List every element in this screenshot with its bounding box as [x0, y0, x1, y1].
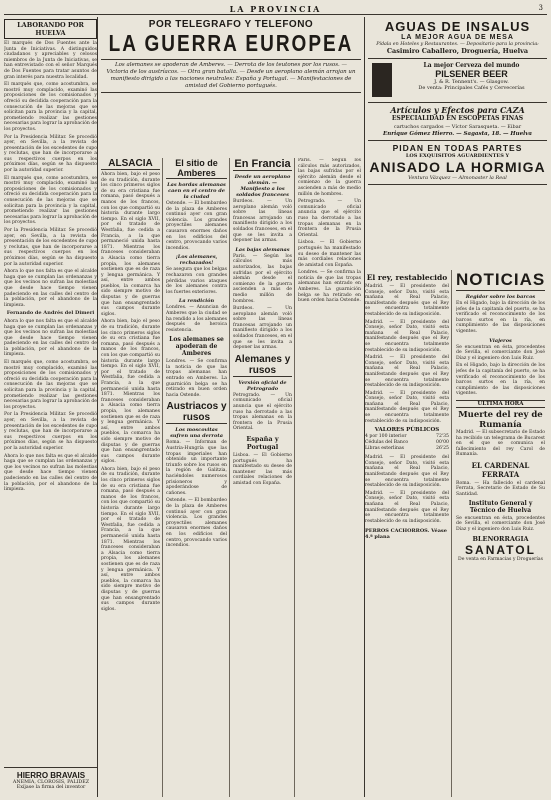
pilsener-line-2: PILSENER BEER	[435, 69, 508, 79]
insalus-ad	[368, 17, 547, 59]
ferrata-heading: EL CARDENAL FERRATA	[471, 460, 530, 479]
caza-line-4: Enrique Gómez Hierro. — Sagasta, 18. — Huelva	[383, 131, 532, 137]
caza-ad	[368, 103, 547, 141]
francia-column	[233, 158, 295, 797]
francia-kicker-2: Las bajas alemanas	[235, 246, 290, 253]
war-lead: Los alemanes se apoderan de Amberes. — Derrota de los teutones por los rusos. — Victoria de los austríacos. — Otra gran batalla. — Desde un aeroplano alemán arrojan un manifiesto dirigido a las naciones neutrales: España y Portugal. — Manifestaciones de amistad del Gobierno portugués.	[101, 59, 361, 93]
amberes-sub-body: Londres. — Se confirma la noticia de que las tropas alemanas han entrado en Amberes. La guarnición belga se ha retirado en buen orden hacia Ostende.	[166, 359, 227, 398]
noticias-kicker-1: Regidor sobre los barcos	[465, 294, 536, 300]
francia-body-1b: Burdeos. — Un aeroplano alemán voló sobre las líneas francesas arrojando un manifiesto dirigido a los soldados franceses, en el que se les invita a deponer las armas.	[233, 306, 292, 351]
hormiga-line-3: ANISADO LA HORMIGA	[369, 159, 546, 175]
espana-body-b: Lisboa. — El Gobierno portugués ha manifestado su deseo de mantener las más cordiales relaciones de amistad con España.	[298, 240, 361, 268]
alemanes-kicker: Versión oficial de Petrogrado	[238, 379, 287, 392]
left-body-2b: Por la Presidencia Militar. Se procedió ayer, en Sevilla, a la revista de presentación de los excedentes de cupo y reclutas, que han de incorporarse a sus respectivos cuerpos en los próximos días, según se ha dispuesto por la autoridad superior.	[4, 228, 97, 267]
noticias-body-2: Se encuentran en ésta, procedentes de Sevilla, el comerciante don José Díaz y el ingeniero don Luis Ruiz.	[456, 344, 545, 361]
amberes-column	[166, 158, 230, 797]
war-header: LA GUERRA EUROPEA	[108, 31, 354, 57]
left-body	[4, 41, 97, 493]
alemanes-title: Alemanes y rusos	[234, 353, 291, 376]
amberes-kicker-1: Las hordas alemanas caen en el centro de la ciudad	[167, 182, 226, 200]
amberes-kicker-2: ¡Los alemanes, rechazados!	[175, 254, 218, 267]
page-number: 3	[538, 4, 543, 12]
alsacia-body-2: Ahora bien, bajo el peso de su tradición, durante los cinco primeros siglos de su era cristiana fue romana, pasó después a manos de los francos, con los que compartió su historia durante largo tiempo. En el siglo XVII, por el tratado de Westfalia, fue cedida a Francia, a la que permaneció unida hasta 1871. Mientras los franceses consideraban a Alsacia como tierra propia, los alemanes sostienen que es de raza y lengua germánica. Y así, entre ambos pueblos, la comarca ha sido siempre motivo de disputas y de guerras que han ensangrentado sus campos durante siglos.	[101, 319, 160, 465]
alsacia-body: Ahora bien, bajo el peso de su tradición, durante los cinco primeros siglos de su era cristiana fue romana, pasó después a manos de los francos, con los que compartió su historia durante largo tiempo. En el siglo XVII, por el tratado de Westfalia, fue cedida a Francia, a la que permaneció unida hasta 1871. Mientras los franceses consideraban a Alsacia como tierra propia, los alemanes sostienen que es de raza y lengua germánica. Y así, entre ambos pueblos, la comarca ha sido siempre motivo de disputas y de guerras que han ensangrentado sus campos durante siglos.	[101, 172, 160, 317]
amberes-kicker-3: La rendición	[178, 298, 215, 305]
alsacia-title: ALSACIA	[101, 158, 160, 170]
restablecido-body-2: Madrid. — El presidente del Consejo, señor Dato, visitó esta mañana el Real Palacio, manifestando después que el Rey se encuentra totalmente restablecido de su indisposición.	[365, 319, 449, 353]
valores-label: 4 por 100 interior	[365, 434, 407, 440]
muerte-body: Madrid. — El subsecretario de Estado ha recibido un telegrama de Bucarest en el que se comunica el fallecimiento del rey Carol de Rumanía.	[456, 429, 545, 458]
insalus-subtitle: LA MEJOR AGUA DE MESA	[401, 34, 514, 41]
austriacos-kicker: Los moscovitas sufren una derrota	[170, 427, 223, 440]
telegraph-header: POR TELEGRAFO Y TELEFONO	[148, 19, 314, 30]
valores-label: Libras esterlinas	[365, 446, 405, 452]
hormiga-line-2: LOS EXQUISITOS AGUARDIENTES Y	[405, 153, 510, 159]
blenorragia-heading: BLENORRAGIA	[472, 535, 529, 544]
muerte-heading: Muerte del rey de Rumanía	[458, 409, 543, 430]
left-body-1: El marqués que, como acostumbra, se mostró muy complacido, examinó las proposiciones de los comisionados y ofreció su decidida cooperación para la consecución de las mejoras que se solicitan para la provincia y la capital, prometiendo realizar las gestiones necesarias para lograr la aprobación de los proyectos.	[4, 82, 98, 132]
restablecido-body-6: Madrid. — El presidente del Consejo, señor Dato, visitó esta mañana el Real Palacio, manifestando después que el Rey se encuentra totalmente restablecido de su indisposición.	[365, 490, 449, 524]
right-subcolumn-a	[365, 270, 452, 797]
hormiga-line-1: PIDAN EN TODAS PARTES	[392, 143, 523, 153]
amberes-sub-title: Los alemanes se apoderan de Amberes	[169, 336, 224, 358]
left-body-3b: Ahora lo que nos falta es que el alcalde haga que se cumplan las ordenanzas y que los vecinos no sufran las molestias que desde hace tiempo vienen padeciendo en las calles del centro de la población, por el abandono de la limpieza.	[4, 318, 97, 358]
amberes-title: El sitio de Amberes	[166, 158, 227, 179]
francia-kicker-1: Desde un aeroplano alemán. — Manifiesto a los soldados franceses	[234, 174, 291, 198]
right-column	[364, 17, 547, 797]
hormiga-ad	[368, 141, 547, 185]
francia-body-2: París. — Según los cálculos más autorizados, las bajas sufridas por el ejército alemán desde el comienzo de la guerra ascienden a más de medio millón de hombres.	[233, 253, 292, 304]
pilsener-line-1: La mejor Cerveza del mundo	[423, 62, 520, 69]
noticias-body-1b: En el Higado, bajo la dirección de los jefes de la capitanía del puerto, se ha verificado el reconocimiento de los barcos surtos en la ría, en cumplimiento de las disposiciones vigentes.	[456, 363, 545, 397]
amberes-body-1: Ostende. — El bombardeo de la plaza de Amberes continuó ayer con gran violencia. Los grandes proyectiles alemanes causaron enormes daños en los edificios del centro, provocando varios incendios.	[166, 201, 227, 251]
insalus-title: AGUAS DE INSALUS	[384, 19, 531, 34]
sanatol-note: De venta en Farmacias y Droguerías	[458, 557, 543, 563]
noticias-body-2b: Se encuentran en ésta, procedentes de Sevilla, el comerciante don José Díaz y el ingeniero don Luis Ruiz.	[456, 515, 545, 532]
valores-value: 72'35	[436, 434, 449, 440]
pilsener-line-3: J. & R. Tennent's. — Glasgow.	[434, 79, 509, 85]
caza-line-3: cartuchos cargados — Víctor Sarasqueta. — Eibar	[393, 124, 522, 130]
caza-line-2: ESPECIALIDAD EN ESCOPETAS FINAS	[391, 115, 524, 122]
noticias-heading: NOTICIAS	[456, 270, 545, 289]
left-heading: LABORANDO POR HUELVA	[4, 19, 97, 39]
valores-label: Cédulas del Banco	[365, 440, 409, 446]
valores-value: 26'25	[436, 446, 449, 452]
francia-body-2b: París. — Según los cálculos más autorizados, las bajas sufridas por el ejército alemán desde el comienzo de la guerra ascienden a más de medio millón de hombres.	[298, 158, 361, 197]
espana-title: España y Portugal	[246, 435, 279, 451]
noticias-kicker-2: Viajeros	[489, 337, 512, 344]
caza-line-1: Artículos y Efectos para CAZA	[390, 105, 525, 115]
left-body-1c: El marqués que, como acostumbra, se mostró muy complacido, examinó las proposiciones de los comisionados y ofreció su decidida cooperación para la consecución de las mejoras que se solicitan para la provincia y la capital, prometiendo realizar las gestiones necesarias para lograr la aprobación de los proyectos.	[4, 360, 98, 410]
restablecido-body-3: Madrid. — El presidente del Consejo, señor Dato, visitó esta mañana el Real Palacio, manifestando después que el Rey se encuentra totalmente restablecido de su indisposición.	[365, 355, 449, 389]
hierro-bravais-sub: ANEMIA, CLOROSIS, PALIDEZ	[12, 780, 90, 785]
amberes-sub-body-b: Londres. — Se confirma la noticia de que las tropas alemanas han entrado en Amberes. La guarnición belga se ha retirado en buen orden hacia Ostende.	[298, 270, 361, 304]
center-column	[101, 17, 361, 797]
francia-body-1: Burdeos. — Un aeroplano alemán voló sobre las líneas francesas arrojando un manifiesto dirigido a los soldados franceses, en el que se les invita a deponer las armas.	[233, 199, 292, 244]
francia-title: En Francia	[234, 158, 291, 170]
masthead	[4, 3, 547, 15]
right-subcolumn-b	[456, 270, 545, 797]
hierro-bravais-ad	[4, 767, 98, 797]
noticias-body-1: En el Higado, bajo la dirección de los jefes de la capitanía del puerto, se ha verificado el reconocimiento de los barcos surtos en la ría, en cumplimiento de las disposiciones vigentes.	[456, 301, 545, 334]
austriacos-body: Roma. — Informan de Austria-Hungría que las tropas imperiales han obtenido un importante triunfo sobre los rusos en la región de Galitzia, haciéndoles numerosos prisioneros y apoderándose de cañones.	[166, 440, 227, 496]
valores-value: 00'00	[436, 440, 449, 446]
restablecido-body: Madrid. — El presidente del Consejo, señor Dato, visitó esta mañana el Real Palacio, manifestando después que el Rey se encuentra totalmente restablecido de su indisposición.	[365, 284, 449, 317]
pilsener-ad	[368, 59, 547, 103]
ferrata-body: Roma. — Ha fallecido el cardenal Ferrata, Secretario de Estado de Su Santidad.	[456, 480, 545, 498]
left-body-1b: El marqués que, como acostumbra, se mostró muy complacido, examinó las proposiciones de los comisionados y ofreció su decidida cooperación para la consecución de las mejoras que se solicitan para la provincia y la capital, prometiendo realizar las gestiones necesarias para lograr la aprobación de los proyectos.	[4, 175, 98, 226]
austriacos-title: Austriacos y rusos	[166, 401, 227, 424]
sanatol-brand: SANATOL	[465, 543, 536, 558]
amberes-body-1b: Ostende. — El bombardeo de la plaza de Amberes continuó ayer con gran violencia. Los grandes proyectiles alemanes causaron enormes daños en los edificios del centro, provocando varios incendios.	[166, 498, 227, 549]
restablecido-body-5: Madrid. — El presidente del Consejo, señor Dato, visitó esta mañana el Real Palacio, manifestando después que el Rey se encuentra totalmente restablecido de su indisposición.	[365, 455, 449, 489]
left-body-3: Ahora lo que nos falta es que el alcalde haga que se cumplan las ordenanzas y que los vecinos no sufran las molestias que desde hace tiempo vienen padeciendo en las calles del centro de la población, por el abandono de la limpieza.	[4, 269, 97, 308]
amberes-body-2: Se asegura que los belgas rechazaron con grandes pérdidas varios ataques de los alemanes contra los fuertes exteriores.	[166, 267, 227, 295]
newspaper-page	[4, 3, 547, 797]
valores-row	[365, 446, 449, 452]
alsacia-column	[101, 158, 163, 797]
alemanes-body-b: Petrogrado. — Un comunicado oficial anuncia que el ejército ruso ha derrotado a las tropas alemanas en la frontera de la Prusia Oriental.	[298, 199, 361, 238]
left-body-3c: Ahora lo que nos falta es que el alcalde haga que se cumplan las ordenanzas y que los vecinos no sufran las molestias que desde hace tiempo vienen padeciendo en las calles del centro de la población, por el abandono de la limpieza.	[4, 453, 97, 493]
restablecido-heading: El rey, restablecido	[366, 273, 448, 282]
fourth-column	[298, 158, 361, 797]
left-body-2: Por la Presidencia Militar. Se procedió ayer, en Sevilla, a la revista de presentación de los excedentes de cupo y reclutas, que han de incorporarse a sus respectivos cuerpos en los próximos días, según se ha dispuesto por la autoridad superior.	[4, 134, 97, 174]
pilsener-line-4: De venta: Principales Cafés y Cervecerías	[418, 85, 525, 91]
perros-notice: PERROS CACHORROS. Véase 4.ª plana	[365, 528, 447, 541]
valores-heading: VALORES PÚBLICOS	[374, 427, 440, 434]
alemanes-body: Petrogrado. — Un comunicado oficial anuncia que el ejército ruso ha derrotado a las tropas alemanas en la frontera de la Prusia Oriental.	[233, 392, 292, 432]
insalus-dealer: Casimiro Caballero, Droguería, Huelva	[386, 47, 529, 55]
hormiga-line-4: Ventura Vázquez — Almonaster la Real	[408, 175, 507, 181]
beer-logo-icon	[372, 63, 392, 97]
espana-body: Lisboa. — El Gobierno portugués ha manifestado su deseo de mantener las más cordiales relaciones de amistad con España.	[233, 453, 292, 486]
hierro-bravais-title: HIERRO BRAVAIS	[16, 771, 86, 780]
alsacia-body-3: Ahora bien, bajo el peso de su tradición, durante los cinco primeros siglos de su era cristiana fue romana, pasó después a manos de los francos, con los que compartió su historia durante largo tiempo. En el siglo XVII, por el tratado de Westfalia, fue cedida a Francia, a la que permaneció unida hasta 1871. Mientras los franceses consideraban a Alsacia como tierra propia, los alemanes sostienen que es de raza y lengua germánica. Y así, entre ambos pueblos, la comarca ha sido siempre motivo de disputas y de guerras que han ensangrentado sus campos durante siglos.	[101, 466, 160, 612]
left-intro: El marqués de Dos Fuentes ante la Junta de Iniciativas. A distinguidos ciudadanos y apreciables y celosos miembros de la Junta de Iniciativas, se han entrevistado con el señor Marqués de Dos Fuentes para tratar asuntos de gran interés para nuestra localidad.	[4, 41, 97, 80]
left-column	[4, 17, 98, 797]
instituto-heading: Instituto General y Técnico de Huelva	[468, 499, 533, 514]
amberes-body-3: Londres. — Anuncian de Amberes que la ciudad se ha rendido a los alemanes después de heroica resistencia.	[166, 305, 227, 333]
paper-name: LA PROVINCIA	[229, 4, 322, 14]
restablecido-body-4: Madrid. — El presidente del Consejo, señor Dato, visitó esta mañana el Real Palacio, manifestando después que el Rey se encuentra totalmente restablecido de su indisposición.	[365, 390, 449, 424]
left-body-2c: Por la Presidencia Militar. Se procedió ayer, en Sevilla, a la revista de presentación de los excedentes de cupo y reclutas, que han de incorporarse a sus respectivos cuerpos en los próximos días, según se ha dispuesto por la autoridad superior.	[4, 412, 97, 451]
left-mid-heading: Fernando de Andrés del Dimeri	[6, 310, 95, 317]
hierro-bravais-note: Exíjase la firma del inventor	[16, 785, 86, 790]
ultima-hora: ULTIMA HORA	[456, 400, 545, 408]
insalus-note: Pídala en Hoteles y Restaurantes. — Depositario para la provincia:	[376, 42, 539, 47]
